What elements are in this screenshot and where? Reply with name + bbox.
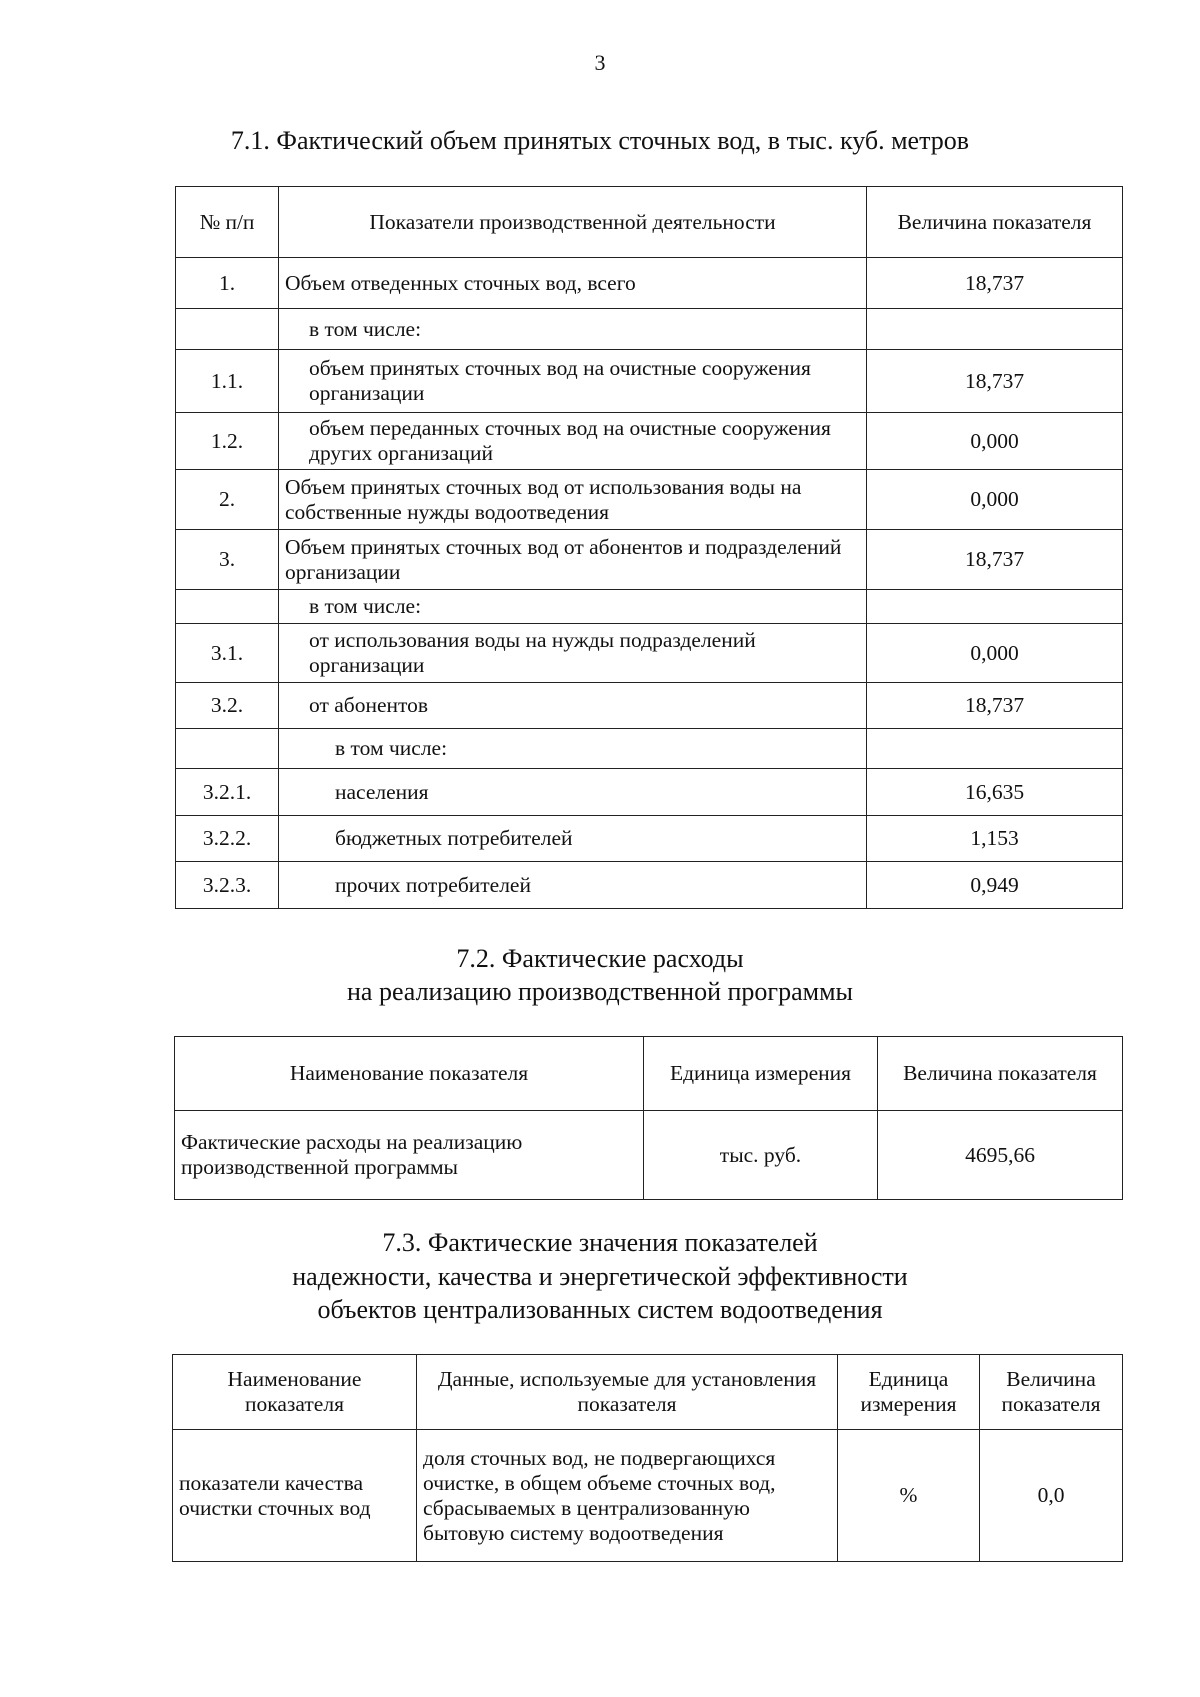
quality-indicators-table bbox=[172, 1354, 1123, 1562]
row-label: от использования воды на нужды подразделений организации bbox=[279, 624, 867, 683]
header-num: № п/п bbox=[176, 187, 279, 258]
row-num: 3. bbox=[176, 530, 279, 590]
table-row bbox=[176, 624, 1123, 683]
section-2-title-line1: 7.2. Фактические расходы bbox=[456, 944, 744, 973]
row-value: 0,949 bbox=[867, 862, 1123, 909]
table-row bbox=[173, 1430, 1123, 1562]
row-num: 3.2. bbox=[176, 683, 279, 729]
row-value: 0,000 bbox=[867, 413, 1123, 470]
row-label: Объем принятых сточных вод от использования воды на собственные нужды водоотведения bbox=[279, 470, 867, 530]
row-num: 3.2.2. bbox=[176, 816, 279, 862]
header-indicator: Показатели производственной деятельности bbox=[279, 187, 867, 258]
table-row bbox=[176, 683, 1123, 729]
table-row bbox=[176, 769, 1123, 816]
row-value: 4695,66 bbox=[878, 1111, 1123, 1200]
header-value: Величина показателя bbox=[867, 187, 1123, 258]
row-label: в том числе: bbox=[279, 590, 867, 624]
header-name: Наименование показателя bbox=[175, 1037, 644, 1111]
table-row bbox=[176, 309, 1123, 350]
table-row bbox=[176, 413, 1123, 470]
row-label: объем переданных сточных вод на очистные сооружения других организаций bbox=[279, 413, 867, 470]
row-num bbox=[176, 309, 279, 350]
table-row bbox=[176, 258, 1123, 309]
row-value bbox=[867, 309, 1123, 350]
row-label: объем принятых сточных вод на очистные сооружения организации bbox=[279, 350, 867, 413]
table-row bbox=[176, 862, 1123, 909]
row-label: Фактические расходы на реализацию производственной программы bbox=[175, 1111, 644, 1200]
row-label: прочих потребителей bbox=[279, 862, 867, 909]
row-unit: % bbox=[838, 1430, 980, 1562]
table-header-row bbox=[173, 1355, 1123, 1430]
row-data: доля сточных вод, не подвергающихся очистке, в общем объеме сточных вод, сбрасываемых в централизованную бытовую систему водоотведения bbox=[417, 1430, 838, 1562]
row-value: 0,000 bbox=[867, 624, 1123, 683]
row-label: показатели качества очистки сточных вод bbox=[173, 1430, 417, 1562]
row-num: 3.2.1. bbox=[176, 769, 279, 816]
header-name: Наименование показателя bbox=[173, 1355, 417, 1430]
row-label: от абонентов bbox=[279, 683, 867, 729]
header-value: Величина показателя bbox=[878, 1037, 1123, 1111]
section-3-title-line1: 7.3. Фактические значения показателей bbox=[382, 1228, 818, 1257]
row-num: 1.2. bbox=[176, 413, 279, 470]
expenses-table bbox=[174, 1036, 1123, 1200]
table-row bbox=[176, 530, 1123, 590]
row-num: 1. bbox=[176, 258, 279, 309]
row-value: 18,737 bbox=[867, 530, 1123, 590]
table-row bbox=[176, 590, 1123, 624]
row-value: 18,737 bbox=[867, 258, 1123, 309]
row-value bbox=[867, 729, 1123, 769]
row-num: 2. bbox=[176, 470, 279, 530]
row-num: 1.1. bbox=[176, 350, 279, 413]
row-value: 0,0 bbox=[980, 1430, 1123, 1562]
row-num bbox=[176, 590, 279, 624]
row-unit: тыс. руб. bbox=[644, 1111, 878, 1200]
header-unit: Единица измерения bbox=[644, 1037, 878, 1111]
page-number: 3 bbox=[594, 50, 606, 75]
row-num bbox=[176, 729, 279, 769]
row-label: Объем принятых сточных вод от абонентов и подразделений организации bbox=[279, 530, 867, 590]
wastewater-volume-table bbox=[175, 186, 1123, 909]
header-data: Данные, используемые для установления показателя bbox=[417, 1355, 838, 1430]
table-row bbox=[176, 350, 1123, 413]
row-value: 16,635 bbox=[867, 769, 1123, 816]
section-1-title: 7.1. Фактический объем принятых сточных вод, в тыс. куб. метров bbox=[230, 126, 970, 155]
row-label: в том числе: bbox=[279, 309, 867, 350]
row-value: 18,737 bbox=[867, 683, 1123, 729]
row-value: 18,737 bbox=[867, 350, 1123, 413]
table-header-row bbox=[175, 1037, 1123, 1111]
row-value: 0,000 bbox=[867, 470, 1123, 530]
table-row bbox=[176, 816, 1123, 862]
section-3-title-line3: объектов централизованных систем водоотведения bbox=[317, 1295, 883, 1324]
row-label: в том числе: bbox=[279, 729, 867, 769]
table-row bbox=[176, 470, 1123, 530]
header-value: Величина показателя bbox=[980, 1355, 1123, 1430]
row-label: населения bbox=[279, 769, 867, 816]
row-value: 1,153 bbox=[867, 816, 1123, 862]
table-header-row bbox=[176, 187, 1123, 258]
header-unit: Единица измерения bbox=[838, 1355, 980, 1430]
row-num: 3.2.3. bbox=[176, 862, 279, 909]
table-row bbox=[175, 1111, 1123, 1200]
row-value bbox=[867, 590, 1123, 624]
row-num: 3.1. bbox=[176, 624, 279, 683]
row-label: Объем отведенных сточных вод, всего bbox=[279, 258, 867, 309]
section-3-title-line2: надежности, качества и энергетической эффективности bbox=[292, 1262, 908, 1291]
table-row bbox=[176, 729, 1123, 769]
row-label: бюджетных потребителей bbox=[279, 816, 867, 862]
section-2-title-line2: на реализацию производственной программы bbox=[346, 977, 853, 1006]
